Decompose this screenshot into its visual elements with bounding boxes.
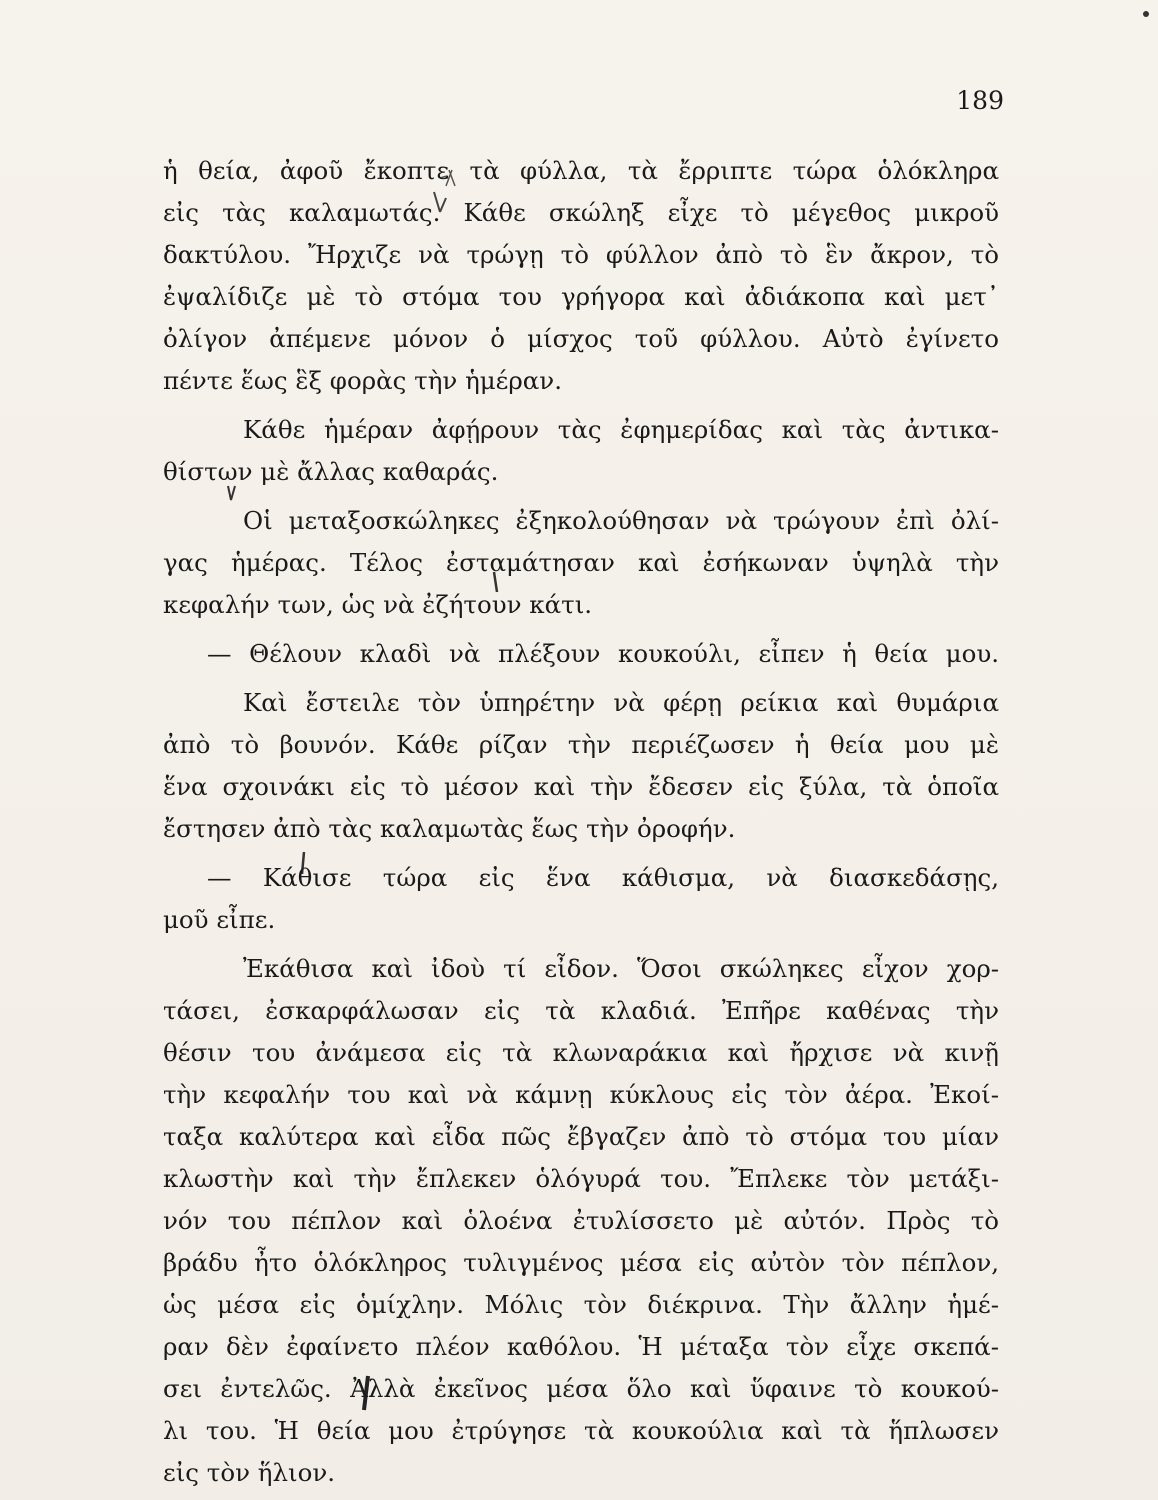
paragraph — [163, 150, 999, 402]
text-line: θίστων μὲ ἄλλας καθαράς. — [163, 457, 499, 486]
text-line: ἔστησεν ἀπὸ τὰς καλαμωτὰς ἕως τὴν ὀροφήν. — [163, 814, 736, 843]
text-line: εἰς τὰς καλαμωτάς. Κάθε σκώληξ εἶχε τὸ μέγεθος μικροῦ — [163, 198, 999, 227]
text-line: σει ἐντελῶς. Ἀλλὰ ἐκεῖνος μέσα ὅλο καὶ ὕφαινε τὸ κουκού- — [163, 1374, 999, 1403]
text-line: ἀπὸ τὸ βουνόν. Κάθε ρίζαν τὴν περιέζωσεν ἡ θεία μου μὲ — [163, 730, 999, 759]
paragraph — [163, 633, 999, 675]
text-line: ἐψαλίδιζε μὲ τὸ στόμα του γρήγορα καὶ ἀδιάκοπα καὶ μετ᾿ — [163, 282, 999, 311]
text-line: κλωστὴν καὶ τὴν ἔπλεκεν ὁλόγυρά του. Ἔπλεκε τὸν μετάξι- — [163, 1164, 999, 1193]
text-line: ταξα καλύτερα καὶ εἶδα πῶς ἔβγαζεν ἀπὸ τὸ στόμα του μίαν — [163, 1122, 999, 1151]
text-line: πέντε ἕως ἓξ φορὰς τὴν ἡμέραν. — [163, 366, 562, 395]
text-line: ὡς μέσα εἰς ὁμίχλην. Μόλις τὸν διέκρινα. Τὴν ἄλλην ἡμέ- — [163, 1290, 999, 1319]
body-text — [163, 150, 999, 1494]
text-line: εἰς τὸν ἥλιον. — [163, 1458, 336, 1487]
paragraph — [163, 682, 999, 850]
text-line: λι του. Ἡ θεία μου ἐτρύγησε τὰ κουκούλια καὶ τὰ ἥπλωσεν — [163, 1416, 999, 1445]
text-line: ραν δὲν ἐφαίνετο πλέον καθόλου. Ἡ μέταξα τὸν εἶχε σκεπά- — [163, 1332, 999, 1361]
paragraph — [163, 409, 999, 493]
paragraph — [163, 500, 999, 626]
text-line: νόν του πέπλον καὶ ὁλοένα ἐτυλίσσετο μὲ αὐτόν. Πρὸς τὸ — [163, 1206, 999, 1235]
text-line: Καὶ ἔστειλε τὸν ὑπηρέτην νὰ φέρῃ ρείκια καὶ θυμάρια — [243, 688, 999, 717]
text-line: Οἱ μεταξοσκώληκες ἐξηκολούθησαν νὰ τρώγουν ἐπὶ ὀλί- — [243, 506, 999, 535]
text-line: γας ἡμέρας. Τέλος ἐσταμάτησαν καὶ ἐσήκωναν ὑψηλὰ τὴν — [163, 548, 999, 577]
dialogue-line: — Κάθισε τώρα εἰς ἕνα κάθισμα, νὰ διασκεδάσῃς, — [207, 863, 999, 892]
text-line: ὀλίγον ἀπέμενε μόνον ὁ μίσχος τοῦ φύλλου. Αὐτὸ ἐγίνετο — [163, 324, 999, 353]
paragraph — [163, 857, 999, 941]
text-line: μοῦ εἶπε. — [163, 905, 276, 934]
text-line: Κάθε ἡμέραν ἀφῄρουν τὰς ἐφημερίδας καὶ τὰς ἀντικα- — [243, 415, 999, 444]
text-line: δακτύλου. Ἤρχιζε νὰ τρώγῃ τὸ φύλλον ἀπὸ τὸ ἓν ἄκρον, τὸ — [163, 240, 999, 269]
text-line: θέσιν του ἀνάμεσα εἰς τὰ κλωναράκια καὶ ἤρχισε νὰ κινῇ — [163, 1038, 999, 1067]
text-line: τὴν κεφαλήν του καὶ νὰ κάμνῃ κύκλους εἰς τὸν ἀέρα. Ἐκοί- — [163, 1080, 999, 1109]
text-line: κεφαλήν των, ὡς νὰ ἐζήτουν κάτι. — [163, 590, 593, 619]
text-line: βράδυ ἦτο ὁλόκληρος τυλιγμένος μέσα εἰς αὐτὸν τὸν πέπλον, — [163, 1248, 999, 1277]
dialogue-line: — Θέλουν κλαδὶ νὰ πλέξουν κουκούλι, εἶπεν ἡ θεία μου. — [207, 639, 999, 668]
text-line: ἡ θεία, ἀφοῦ ἔκοπτε τὰ φύλλα, τὰ ἔρριπτε τώρα ὁλόκληρα — [163, 156, 999, 185]
page-number: 189 — [956, 86, 1004, 115]
text-line: ἕνα σχοινάκι εἰς τὸ μέσον καὶ τὴν ἔδεσεν εἰς ξύλα, τὰ ὁποῖα — [163, 772, 999, 801]
text-line: Ἐκάθισα καὶ ἰδοὺ τί εἶδον. Ὅσοι σκώληκες εἶχον χορ- — [243, 954, 999, 983]
text-line: τάσει, ἐσκαρφάλωσαν εἰς τὰ κλαδιά. Ἐπῆρε καθένας τὴν — [163, 996, 999, 1025]
paragraph — [163, 948, 999, 1494]
